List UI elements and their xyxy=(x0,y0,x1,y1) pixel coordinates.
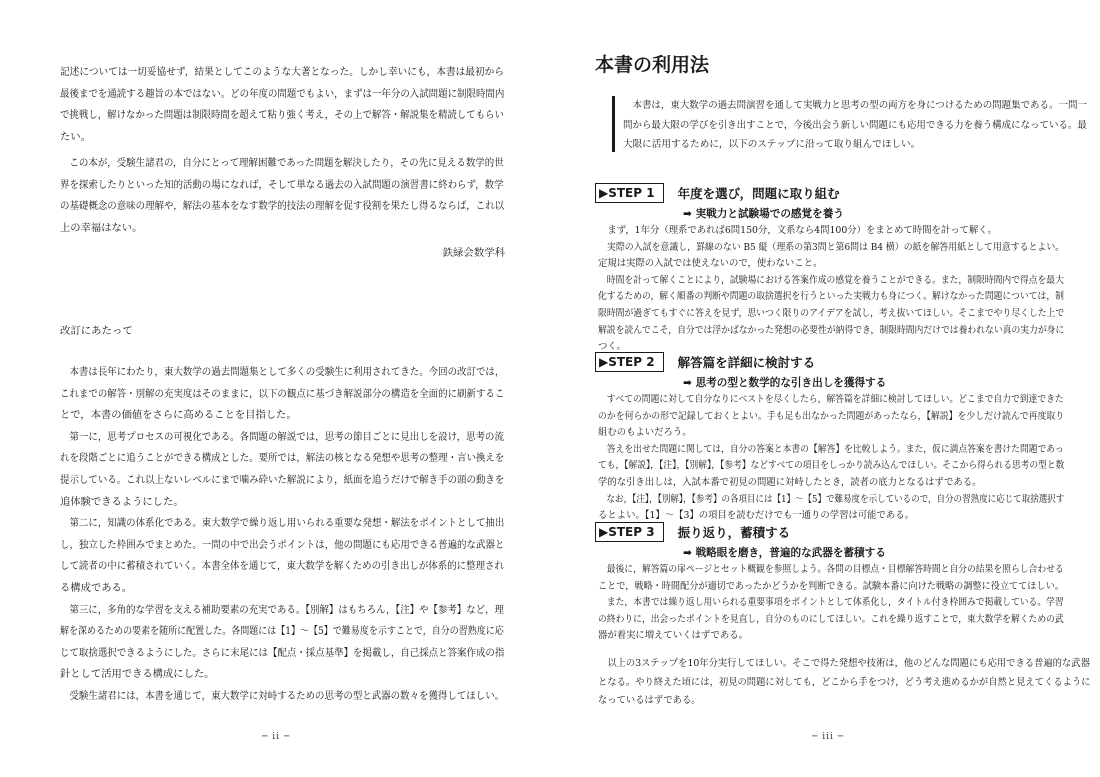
closing-paragraph xyxy=(598,655,1095,711)
text-line: して読者の中に蓄積されていく。本書全体を通じて，東大数学を解くための引き出しが体系的に整理され xyxy=(60,560,504,573)
text-line: 針として活用できる構成にした。 xyxy=(60,668,215,681)
text-line: 実際の入試を意識し，罫線のない B5 縦（理系の第3問と第6問は B4 横）の紙を解答用紙として用意するとよい。 xyxy=(606,241,1065,253)
text-line: し，独立した枠囲みでまとめた。一問の中で出会うポイントは，他の問題にも応用できる普遍的な武器と xyxy=(60,538,505,551)
text-line: ことで，戦略・時間配分が適切であったかどうかを判断できる。試験本番に向けた戦略の調整に役立ててほしい。 xyxy=(598,580,1064,592)
text-line: つく。 xyxy=(598,341,626,353)
step-3 xyxy=(595,522,1065,645)
text-line: 追体験できるようにした。 xyxy=(60,495,184,508)
text-line: なお，【注】，【別解】，【参考】の各項目には【1】～【5】で難易度を示しているので，自分の習熟度に応じて取捨選択す xyxy=(606,493,1065,505)
step-body xyxy=(595,562,1065,645)
text-line: これまでの解答・別解の充実度はそのままに，以下の観点に基づき解説部分の構造を全面的に刷新するこ xyxy=(60,387,505,400)
text-line: この本が，受験生諸君の，自分にとって理解困難であった問題を解決したり，その先に見える数学的世 xyxy=(69,157,504,169)
step-body xyxy=(595,223,1065,356)
step-title: 振り返り，蓄積する xyxy=(677,525,791,540)
text-line: たい。 xyxy=(60,130,91,143)
text-line: 界を探索したりといった知的活動の場になれば，そして単なる過去の入試問題の演習書に終わらず，数学 xyxy=(60,178,504,191)
step-2 xyxy=(595,352,1065,525)
page-number: ─ iii ─ xyxy=(812,732,845,742)
text-line: の基礎概念の意味の理解や，解法の基本をなす数学的技法の理解を促す役割を果たし得るならば，これ以 xyxy=(60,200,505,213)
text-line: また，本書では繰り返し用いられる重要事項をポイントとして体系化し，タイトル付き枠囲みで掲載している。学習 xyxy=(606,597,1064,609)
text-line: れを段階ごとに追うことができる構成とした。要所では，解法の核となる発想や思考の整理・言い換えを xyxy=(60,452,505,465)
step-tag: ▶STEP 2 xyxy=(595,352,664,372)
text-line: 本書は，東大数学の過去問演習を通して実戦力と思考の型の両方を身につけるための問題集である。一問一 xyxy=(632,100,1087,111)
step-subtitle: ➡ 実戦力と試験場での感覚を養う xyxy=(683,208,844,220)
text-line: 最後までを通読する趣旨の本ではない。どの年度の問題でもよい，まずは一年分の入試問題に制限時間内 xyxy=(60,87,505,100)
step-subtitle: ➡ 思考の型と数学的な引き出しを獲得する xyxy=(683,377,887,389)
text-line: 学的な引き出しは，入試本番で初見の問題に対峙したとき，読者の底力となるはずである。 xyxy=(598,476,982,488)
text-line: 器が着実に増えていくはずである。 xyxy=(598,630,748,642)
step-title: 解答篇を詳細に検討する xyxy=(677,355,816,370)
text-line: 解説を読んでこそ，自分では浮かばなかった発想の必要性が納得でき，制限時間内だけでは養われない真の実力が身に xyxy=(598,324,1065,336)
right-page xyxy=(550,0,1100,777)
text-line: 解を深めるための要素を随所に配置した。各問題には【1】～【5】で難易度を示すことで，自分の習熟度に応 xyxy=(60,625,504,638)
text-line: 定規は実際の入試では使えないので，使わないこと。 xyxy=(598,258,823,270)
paragraph-3 xyxy=(60,362,508,708)
step-1 xyxy=(595,183,1065,356)
text-line: 第二に，知識の体系化である。東大数学で繰り返し用いられる重要な発想・解法をポイントとして抽出 xyxy=(69,517,505,530)
step-header xyxy=(595,183,1065,203)
text-line: で挑戦し，解けなかった問題は制限時間を超えて粘り強く考え，その上で解答・解説集を精読してもらい xyxy=(60,109,504,122)
step-body xyxy=(595,392,1065,525)
text-line: 本書は長年にわたり，東大数学の過去問題集として多くの受験生に利用されてきた。今回の改訂では， xyxy=(69,366,505,378)
text-line: なっているはずである。 xyxy=(598,695,701,706)
text-line: 上の幸福はない。 xyxy=(60,221,143,234)
text-line: 化するための，解く順番の判断や問題の取捨選択を行うといった実戦力も身につく。解けなかった問題については，制 xyxy=(598,291,1064,303)
text-line: 提示している。これ以上ないレベルにまで噛み砕いた解説により，紙面を追うだけで解き手の頭の動きを xyxy=(60,473,505,486)
text-line: の終わりに，出会ったポイントを見直し，自分のものにしてほしい。これを繰り返すことで，東大数学を解くための武 xyxy=(598,613,1064,625)
step-subtitle: ➡ 戦略眼を磨き，普遍的な武器を蓄積する xyxy=(683,547,886,559)
paragraph-2 xyxy=(60,153,508,239)
text-line: ても，【解説】，【注】，【別解】，【参考】などすべての項目をしっかり読み込んでほしい。そこから得られる思考の型と数 xyxy=(598,460,1065,472)
text-line: るとよい。【1】～【3】の項目を読むだけでも一通りの学習は可能である。 xyxy=(598,510,914,522)
step-header xyxy=(595,352,1065,372)
page-title: 本書の利用法 xyxy=(595,54,710,76)
step-header xyxy=(595,522,1065,542)
text-line: 問から最大限の学びを引き出すことで，今後出会う新しい問題にも応用できる力を養う構成になっている。最 xyxy=(623,119,1087,131)
revision-heading: 改訂にあたって xyxy=(60,325,133,337)
text-line: 答えを出せた問題に関しては，自分の答案と本書の【解答】を比較しよう。また，仮に満点答案を書けた問題であっ xyxy=(606,443,1064,455)
text-line: る構成である。 xyxy=(60,581,133,594)
text-line: すべての問題に対して自分なりにベストを尽くしたら，解答篇を詳細に検討してほしい。どこまで自力で到達できた xyxy=(606,394,1064,405)
text-line: 以上の3ステップを10年分実行してほしい。そこで得た発想や技術は，他のどんな問題にも応用できる普遍的な武器 xyxy=(607,658,1090,669)
text-line: 受験生諸君には，本書を通じて，東大数学に対峙するための思考の型と武器の数々を獲得してほしい。 xyxy=(69,689,505,702)
text-line: じて取捨選択できるようにした。さらに末尾には【配点・採点基準】を掲載し，自己採点と答案作成の指 xyxy=(60,646,505,659)
text-line: 限時間が過ぎてもすぐに答えを見ず，思いつく限りのアイデアを試し，考え抜いてほしい。そこまでやり尽くした上で xyxy=(598,307,1065,319)
signature: 鉄緑会数学科 xyxy=(442,247,505,259)
text-line: 第三に，多角的な学習を支える補助要素の充実である。【別解】はもちろん，【注】や【参考】など，理 xyxy=(69,603,504,616)
intro-box xyxy=(612,96,1087,152)
text-line: 組むのもよいだろう。 xyxy=(598,427,692,439)
page-number: ─ ii ─ xyxy=(262,732,291,742)
text-line: まず，1年分（理系であれば6問150分，文系なら4問100分）をまとめて時間を計って解く。 xyxy=(607,225,997,236)
text-line: 最後に，解答篇の扉ページとセット概観を参照しよう。各問の目標点・目標解答時間と自分の結果を照らし合わせる xyxy=(606,564,1064,575)
text-line: 記述については一切妥協せず，結果としてこのような大著となった。しかし幸いにも，本書は最初から xyxy=(60,66,504,78)
step-tag: ▶STEP 3 xyxy=(595,522,664,542)
text-line: とで，本書の価値をさらに高めることを目指した。 xyxy=(60,409,297,422)
text-line: 第一に，思考プロセスの可視化である。各問題の解説では，思考の節目ごとに見出しを設け，思考の流 xyxy=(69,430,504,443)
step-tag: ▶STEP 1 xyxy=(595,183,664,203)
text-line: 時間を計って解くことにより，試験場における答案作成の感覚を養うことができる。また，制限時間内で得点を最大 xyxy=(606,274,1064,286)
text-line: のかを何らかの形で記録しておくとよい。手も足も出なかった問題があったなら，【解説】を少しだけ読んで再度取り xyxy=(598,410,1065,422)
text-line: 大限に活用するために，以下のステップに沿って取り組んでほしい。 xyxy=(623,139,921,150)
text-line: となる。やり終えた頃には，初見の問題に対しても，どこから手をつけ，どう考え進めるかが自然と見えてくるように xyxy=(598,676,1091,688)
step-title: 年度を選び，問題に取り組む xyxy=(677,186,840,201)
paragraph-1 xyxy=(60,62,508,148)
